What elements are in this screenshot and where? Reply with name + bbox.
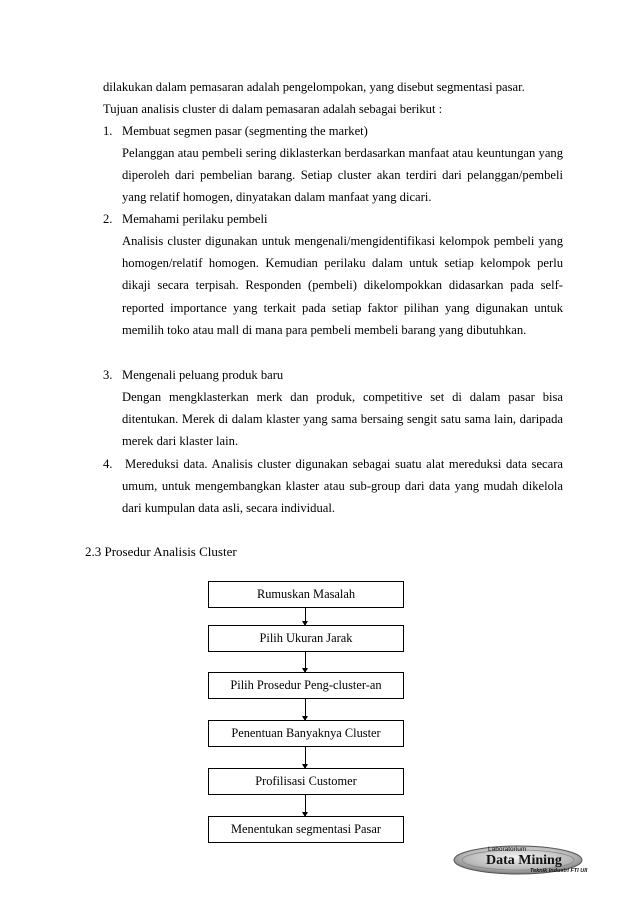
list-number-2: 2. xyxy=(103,212,113,226)
flow-arrow-2 xyxy=(305,652,306,672)
flow-arrow-1 xyxy=(305,608,306,625)
flow-arrow-5 xyxy=(305,795,306,816)
logo-top-text: Laboratorium xyxy=(488,846,527,853)
section-heading: 2.3 Prosedur Analisis Cluster xyxy=(85,544,237,559)
list-title-1: Membuat segmen pasar (segmenting the market) xyxy=(122,124,368,138)
flow-arrow-3 xyxy=(305,699,306,720)
flow-step-3: Pilih Prosedur Peng-cluster-an xyxy=(208,672,404,699)
list-title-3: Mengenali peluang produk baru xyxy=(122,368,284,382)
flow-step-6: Menentukan segmentasi Pasar xyxy=(208,816,404,843)
logo-main-text: Data Mining xyxy=(486,853,562,868)
flow-arrow-4 xyxy=(305,747,306,768)
list-title-4: Mereduksi data. Analisis cluster digunakan sebagai suatu alat mereduksi data secara umum, untuk mengembangkan klaster atau sub-group dari data yang mudah dikelola dari kumpulan data asli, secara individual. xyxy=(122,457,563,516)
flow-step-5: Profilisasi Customer xyxy=(208,768,404,795)
logo-bottom-text: Teknik Industri FTI UII xyxy=(530,868,588,874)
list-number-4: 4. xyxy=(103,457,113,471)
list-body-3: Dengan mengklasterkan merk dan produk, competitive set di dalam pasar bisa ditentukan. Merek di dalam klaster yang sama bersaing sengit satu sama lain, daripada merek dari klaster lain. xyxy=(122,390,563,449)
list-title-2: Memahami perilaku pembeli xyxy=(122,212,268,226)
list-body-2: Analisis cluster digunakan untuk mengenali/mengidentifikasi kelompok pembeli yang homogen/relatif homogen. Kemudian perilaku dalam untuk setiap kelompok perlu dikaji secara terpisah. Responden (pembeli) dikelompokkan didasarkan pada self-reported importance yang terkait pada setiap faktor pilihan yang digunakan untuk memilih toko atau mall di mana para pembeli membeli barang yang dibutuhkan. xyxy=(122,234,563,337)
flow-step-2: Pilih Ukuran Jarak xyxy=(208,625,404,652)
flow-step-4: Penentuan Banyaknya Cluster xyxy=(208,720,404,747)
list-number-3: 3. xyxy=(103,368,113,382)
data-mining-lab-logo xyxy=(452,842,607,876)
list-body-1: Pelanggan atau pembeli sering diklasterkan berdasarkan manfaat atau keuntungan yang diperoleh dari pembelian barang. Setiap cluster akan terdiri dari pelanggan/pembeli yang relatif homogen, dinyatakan dalam manfaat yang dicari. xyxy=(122,146,563,205)
intro-line-2: Tujuan analisis cluster di dalam pemasaran adalah sebagai berikut : xyxy=(103,102,443,116)
intro-line-1: dilakukan dalam pemasaran adalah pengelompokan, yang disebut segmentasi pasar. xyxy=(103,80,525,94)
flow-step-1: Rumuskan Masalah xyxy=(208,581,404,608)
list-number-1: 1. xyxy=(103,124,113,138)
